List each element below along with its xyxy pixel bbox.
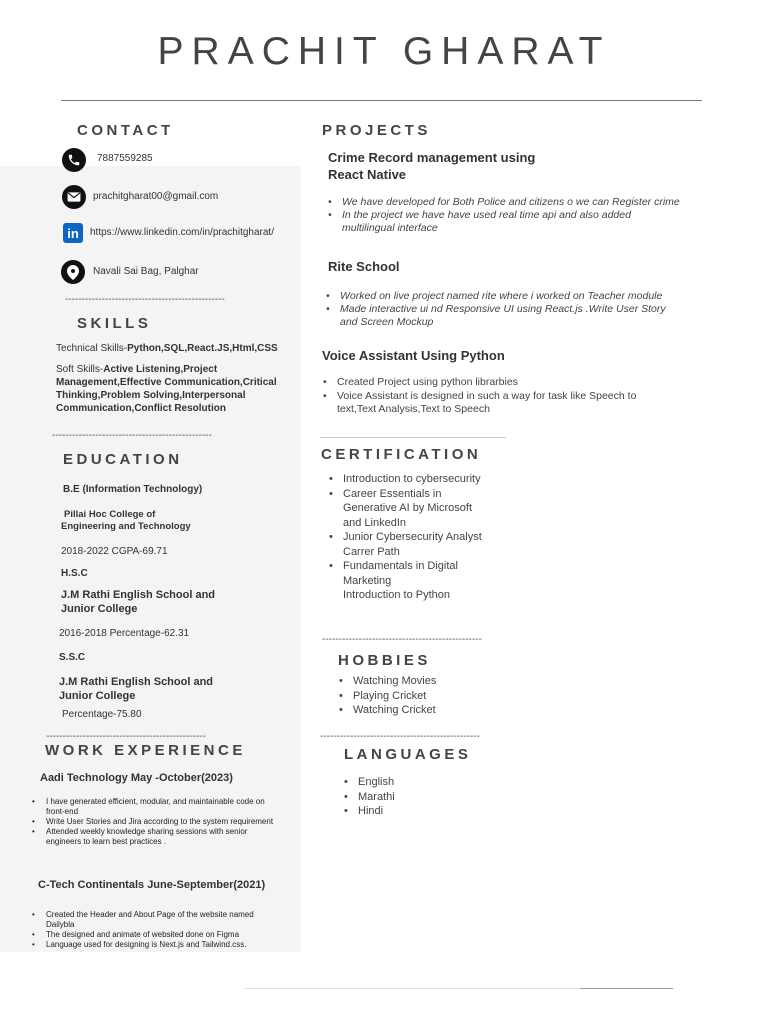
- list-item: • Marathi: [358, 790, 478, 805]
- section-divider: ------------------------------------------------: [52, 430, 212, 441]
- project-2-bullet-2-line-2: and Screen Mockup: [340, 316, 434, 328]
- certification-2-line-3: and LinkedIn: [343, 516, 406, 529]
- languages-list: [358, 775, 478, 819]
- project-2-bullets: [340, 290, 720, 329]
- certification-3-line-1: • Junior Cybersecurity Analyst: [343, 531, 482, 543]
- job-2-bullets: [46, 910, 296, 950]
- list-item: [46, 910, 296, 930]
- section-divider: ------------------------------------------------: [320, 731, 480, 742]
- list-item: • Watching Cricket: [353, 703, 503, 718]
- hsc-label: H.S.C: [61, 568, 88, 579]
- list-item: [46, 827, 296, 847]
- list-item: [46, 797, 296, 817]
- location-icon: [61, 260, 85, 284]
- certification-heading: CERTIFICATION: [321, 446, 482, 463]
- job-2-bullet-1-line-1: • Created the Header and About Page of the website named: [46, 910, 254, 919]
- list-item: • Introduction to cybersecurity: [343, 472, 513, 487]
- technical-skills: [56, 342, 278, 355]
- certification-3-line-2: Carrer Path: [343, 545, 400, 558]
- list-item: • Playing Cricket: [353, 689, 503, 704]
- list-item: • We have developed for Both Police and citizens o we can Register crime: [342, 196, 722, 209]
- section-divider: ------------------------------------------------: [322, 634, 482, 645]
- job-1-title: Aadi Technology May -October(2023): [40, 772, 233, 784]
- ssc-school: [59, 675, 213, 703]
- certification-4-line-1: • Fundamentals in Digital: [343, 560, 458, 572]
- list-item: [343, 559, 513, 588]
- soft-skills: [56, 363, 296, 415]
- soft-skills-line-1: Active Listening,Project: [103, 364, 218, 375]
- ssc-score: Percentage-75.80: [62, 709, 142, 720]
- job-1-bullets: [46, 797, 296, 847]
- projects-heading: PROJECTS: [322, 122, 431, 139]
- contact-heading: CONTACT: [77, 122, 174, 139]
- project-1-bullets: [342, 196, 722, 235]
- project-1-title: [328, 149, 535, 183]
- list-item: • Created Project using python librarbies: [337, 376, 717, 390]
- list-item: [337, 390, 717, 417]
- header-divider: [61, 100, 702, 101]
- project-1-title-line-1: Crime Record management using: [328, 150, 536, 165]
- soft-skills-line-2: Management,Effective Communication,Critical: [56, 377, 277, 388]
- ssc-school-line-2: Junior College: [59, 690, 136, 702]
- list-item: [343, 487, 513, 531]
- soft-skills-line-4: Communication,Conflict Resolution: [56, 403, 226, 414]
- job-2-bullet-1-line-2: Dailybla: [46, 920, 75, 929]
- project-1-title-line-2: React Native: [328, 167, 407, 182]
- linkedin-icon: in: [63, 223, 83, 243]
- list-item: Introduction to Python: [343, 589, 451, 601]
- soft-skills-line-3: Thinking,Problem Solving,Interpersonal: [56, 390, 246, 401]
- project-2-title: Rite School: [328, 259, 400, 274]
- degree: B.E (Information Technology): [63, 484, 203, 495]
- ssc-school-line-1: J.M Rathi English School and: [59, 676, 214, 688]
- ssc-label: S.S.C: [59, 652, 86, 663]
- list-item: • English: [358, 775, 478, 790]
- college-name-line-1: Pillai Hoc College of: [64, 509, 156, 520]
- technical-skills-value: Python,SQL,React.JS,Html,CSS: [127, 343, 278, 354]
- job-1-bullet-1-line-1: • I have generated efficient, modular, and maintainable code on: [46, 797, 265, 806]
- list-item: • Watching Movies: [353, 674, 503, 689]
- phone-icon: [62, 148, 86, 172]
- technical-skills-label: Technical Skills-: [56, 343, 128, 354]
- project-3-bullet-2-line-2: text,Text Analysis,Text to Speech: [337, 403, 490, 415]
- list-item: • Worked on live project named rite where i worked on Teacher module: [340, 290, 720, 303]
- list-item: • Language used for designing is Next.js and Tailwind.css.: [46, 940, 296, 950]
- linkedin-link[interactable]: https://www.linkedin.com/in/prachitgharat/: [90, 227, 274, 238]
- project-2-bullet-2-line-1: • Made interactive ui nd Responsive UI using React.js .Write User Story: [340, 303, 666, 315]
- job-1-bullet-1-line-2: front-end: [46, 807, 79, 816]
- hobbies-heading: HOBBIES: [338, 652, 431, 669]
- list-item: [340, 303, 720, 329]
- hobbies-list: [353, 674, 503, 718]
- job-1-bullet-3-line-1: • Attended weekly knowledge sharing sessions with senior: [46, 827, 248, 836]
- section-divider: [320, 437, 506, 438]
- list-item: • The designed and animate of websited done on Figma: [46, 930, 296, 940]
- list-item: • Hindi: [358, 804, 478, 819]
- phone-number: 7887559285: [97, 153, 153, 164]
- degree-years: 2018-2022 CGPA-69.71: [61, 546, 168, 557]
- project-3-bullets: [337, 376, 717, 417]
- address: Navali Sai Bag, Palghar: [93, 266, 199, 277]
- hsc-years: 2016-2018 Percentage-62.31: [59, 628, 190, 639]
- work-heading: WORK EXPERIENCE: [45, 742, 246, 759]
- section-divider: ------------------------------------------------: [46, 731, 206, 742]
- job-1-bullet-3-line-2: engineers to learn best practices .: [46, 837, 167, 846]
- email-icon: [62, 185, 86, 209]
- project-3-bullet-2-line-1: • Voice Assistant is designed in such a way for task like Speech to: [337, 389, 637, 402]
- resume-name: PRACHIT GHARAT: [157, 30, 611, 73]
- project-1-bullet-2-line-2: multilingual interface: [342, 222, 438, 234]
- job-2-title: C-Tech Continentals June-September(2021): [38, 879, 266, 891]
- certification-list: [343, 472, 513, 603]
- skills-heading: SKILLS: [77, 315, 152, 332]
- section-divider: ------------------------------------------------: [65, 294, 225, 305]
- list-item: [343, 530, 513, 559]
- certification-2-line-1: • Career Essentials in: [343, 487, 442, 500]
- college-name-line-2: Engineering and Technology: [61, 521, 191, 532]
- project-1-bullet-2-line-1: • In the project we have have used real time api and also added: [342, 209, 631, 221]
- soft-skills-label: Soft Skills-: [56, 364, 104, 375]
- certification-2-line-2: Generative AI by Microsoft: [343, 502, 472, 514]
- languages-heading: LANGUAGES: [344, 746, 472, 763]
- project-3-title: Voice Assistant Using Python: [322, 348, 505, 363]
- education-heading: EDUCATION: [63, 451, 183, 468]
- list-item: • Write User Stories and Jira according to the system requirement: [46, 817, 296, 827]
- email-link[interactable]: prachitgharat00@gmail.com: [93, 191, 219, 202]
- hsc-school-line-2: Junior College: [61, 603, 138, 615]
- hsc-school-line-1: J.M Rathi English School and: [61, 589, 216, 601]
- list-item: [342, 209, 722, 235]
- hsc-school: [61, 588, 215, 616]
- footer-line-accent: [580, 988, 673, 989]
- certification-4-line-2: Marketing: [343, 574, 392, 587]
- college-name: [63, 509, 191, 533]
